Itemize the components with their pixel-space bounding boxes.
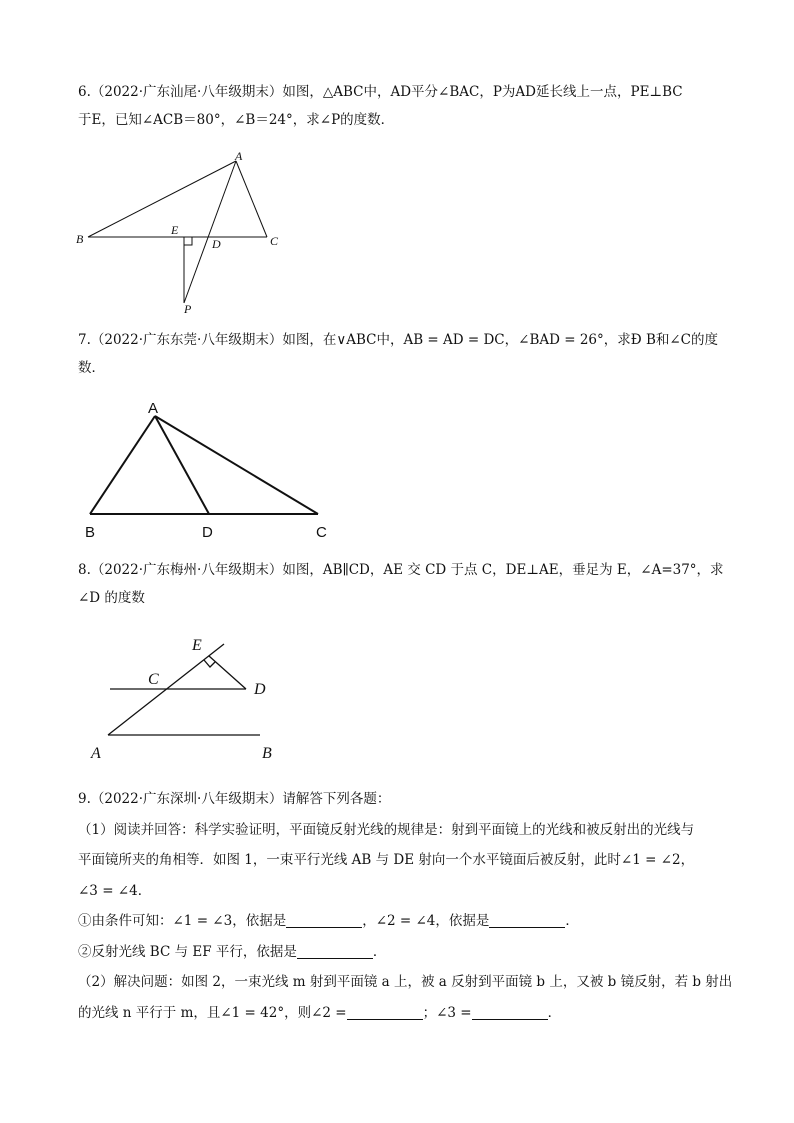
q9-blank-4[interactable] xyxy=(347,1005,423,1020)
q9-blank-1[interactable] xyxy=(286,913,362,928)
q6-line-ba xyxy=(88,161,236,237)
question-9 xyxy=(78,784,733,1028)
q9-sub1 xyxy=(78,906,718,937)
q7-label-d: D xyxy=(202,524,213,541)
q9-sub1-text-a: ①由条件可知：∠1 = ∠3，依据是 xyxy=(78,913,287,929)
question-8 xyxy=(78,556,724,612)
q6-label-e: E xyxy=(171,223,179,237)
q6-text-line1: 6.（2022·广东汕尾·八年级期末）如图，△ABC中，AD平分∠BAC，P为AD延长线上一点，PE⊥BC xyxy=(78,84,683,100)
q9-part2-line2 xyxy=(78,998,718,1029)
q8-text-line1: 8.（2022·广东梅州·八年级期末）如图，AB∥CD，AE 交 CD 于点 C，DE⊥AE，垂足为 E，∠A=37°，求 xyxy=(78,562,724,578)
question-7 xyxy=(78,326,718,382)
q9-sub2 xyxy=(78,937,718,968)
q7-label-b: B xyxy=(85,524,96,541)
q8-label-b: B xyxy=(262,745,272,762)
q8-text-line2: ∠D 的度数 xyxy=(78,590,145,606)
q8-label-d: D xyxy=(254,681,266,698)
q6-label-a: A xyxy=(235,149,243,163)
question-6 xyxy=(78,78,718,134)
q6-label-d: D xyxy=(212,237,221,251)
q7-figure xyxy=(80,396,340,550)
q6-text-line2: 于E，已知∠ACB＝80°，∠B＝24°，求∠P的度数． xyxy=(78,112,395,128)
q9-blank-5[interactable] xyxy=(472,1005,548,1020)
q9-sub1-text-c: ． xyxy=(565,913,579,929)
q6-line-ac xyxy=(236,161,267,237)
q9-title: 9.（2022·广东深圳·八年级期末）请解答下列各题： xyxy=(78,791,391,807)
q7-line-ad xyxy=(155,416,209,514)
q8-label-a: A xyxy=(91,745,101,762)
q7-line-ac xyxy=(155,416,318,514)
q9-sub1-text-b: ，∠2 = ∠4，依据是 xyxy=(362,913,490,929)
q9-sub2-text-a: ②反射光线 BC 与 EF 平行，依据是 xyxy=(78,943,297,960)
q9-blank-3[interactable] xyxy=(297,944,373,959)
q7-label-a: A xyxy=(148,400,159,417)
q6-label-p: P xyxy=(184,302,192,316)
q8-line-ed xyxy=(209,656,246,689)
q9-part2-text-c: ． xyxy=(547,1004,562,1021)
q7-line-ab xyxy=(90,416,155,514)
q7-label-c: C xyxy=(316,524,327,541)
q6-figure xyxy=(70,148,300,322)
q8-label-c: C xyxy=(148,671,159,688)
q9-part1-line1: （1）阅读并回答：科学实验证明，平面镜反射光线的规律是：射到平面镜上的光线和被反射出的光线与 xyxy=(78,821,695,838)
q9-part2-text-a: 的光线 n 平行于 m，且∠1 = 42°，则∠2 = xyxy=(78,1004,347,1021)
q8-figure xyxy=(86,628,296,772)
q9-sub2-text-b: ． xyxy=(372,943,387,960)
q8-label-e: E xyxy=(192,637,202,654)
q6-label-c: C xyxy=(270,234,279,248)
q9-part2-text-b: ；∠3 = xyxy=(422,1004,472,1021)
q9-part2-line1: （2）解决问题：如图 2，一束光线 m 射到平面镜 a 上，被 a 反射到平面镜 b 上，又被 b 镜反射，若 b 射出 xyxy=(78,974,733,990)
q7-text-line1: 7.（2022·广东东莞·八年级期末）如图，在∨ABC中，AB = AD = DC，∠BAD = 26°，求Ð B和∠C的度 xyxy=(78,332,719,348)
q9-blank-2[interactable] xyxy=(489,913,565,928)
q6-line-ap xyxy=(184,161,236,303)
q9-part1-line2: 平面镜所夹的角相等．如图 1，一束平行光线 AB 与 DE 射向一个水平镜面后被反射，此时∠1 = ∠2， xyxy=(78,852,695,868)
q8-right-angle-mark xyxy=(204,660,215,667)
q6-right-angle-mark xyxy=(184,237,192,245)
q6-label-b: B xyxy=(76,232,84,246)
q7-text-line2: 数． xyxy=(78,360,105,376)
q9-part1-line3: ∠3 = ∠4． xyxy=(78,882,152,899)
